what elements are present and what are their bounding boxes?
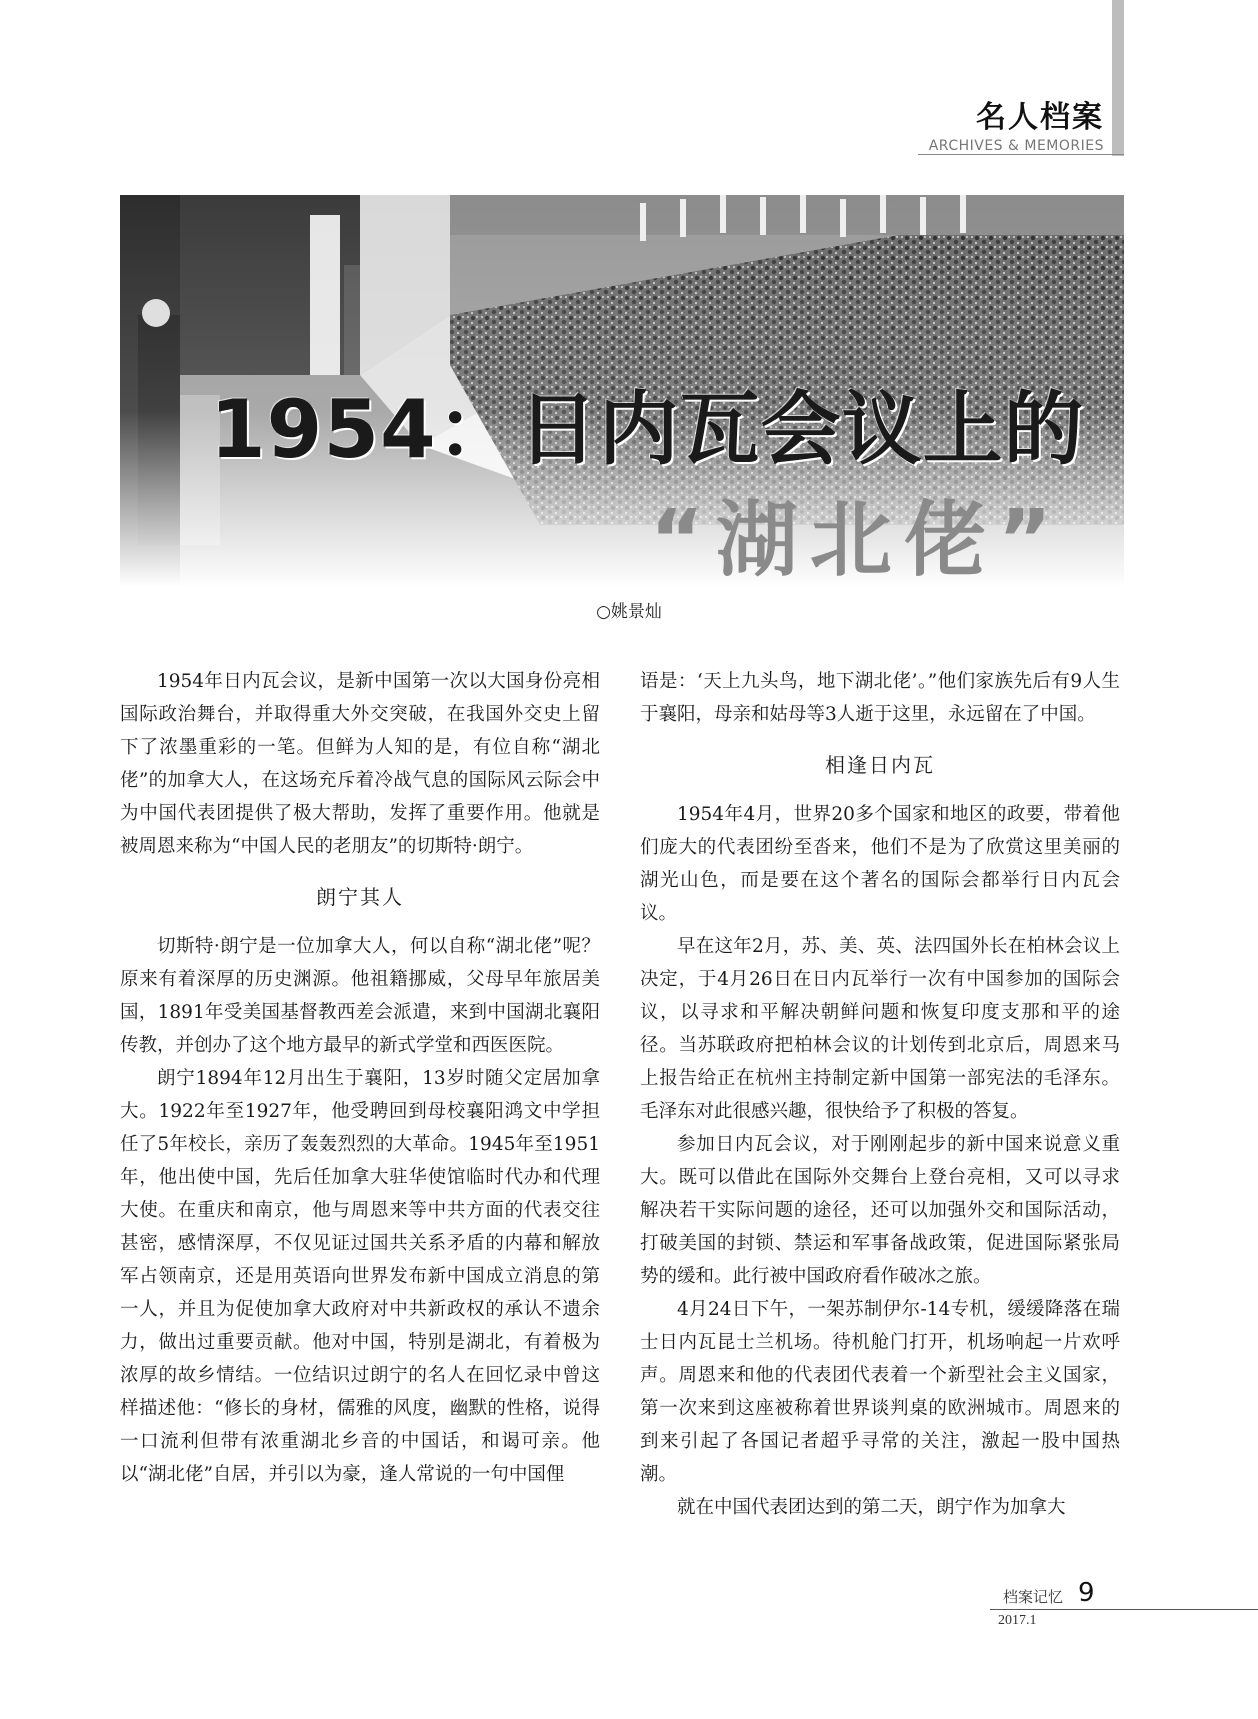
header-divider: [918, 154, 1124, 155]
page-number: 9: [1078, 1578, 1095, 1608]
author-byline: ○姚景灿: [596, 602, 662, 622]
footer-divider: [990, 1609, 1258, 1610]
paragraph-continued: 语是：‘天上九头鸟，地下湖北佬’。”他们家族先后有9人生于襄阳，母亲和姑母等3人逝于这里，永远留在了中国。: [640, 671, 1120, 725]
paragraph: 1954年日内瓦会议，是新中国第一次以大国身份亮相国际政治舞台，并取得重大外交突破，在我国外交史上留下了浓墨重彩的一笔。但鲜为人知的是，有位自称“湖北佬”的加拿大人，在这场充斥着冷战气息的国际风云际会中为中国代表团提供了极大帮助，发挥了重要作用。他就是被周恩来称为“中国人民的老朋友”的切斯特·朗宁。: [120, 671, 600, 857]
right-column: [640, 665, 1120, 1524]
section-name-english: ARCHIVES & MEMORIES: [928, 138, 1104, 154]
magazine-name: 档案记忆: [1003, 1588, 1064, 1606]
corner-accent-bar: [1112, 0, 1124, 156]
section-heading: 相逢日内瓦: [825, 753, 935, 777]
issue-date: 2017.1: [998, 1613, 1037, 1628]
paragraph: 参加日内瓦会议，对于刚刚起步的新中国来说意义重大。既可以借此在国际外交舞台上登台亮相，又可以寻求解决若干实际问题的途径，还可以加强外交和国际活动，打破美国的封锁、禁运和军事备战政策，促进国际紧张局势的缓和。此行被中国政府看作破冰之旅。: [640, 1134, 1120, 1287]
paragraph: 4月24日下午，一架苏制伊尔-14专机，缓缓降落在瑞士日内瓦昆士兰机场。待机舱门打开，机场响起一片欢呼声。周恩来和他的代表团代表着一个新型社会主义国家，第一次来到这座被称着世界谈判桌的欧洲城市。周恩来的到来引起了各国记者超乎寻常的关注，激起一股中国热潮。: [640, 1299, 1120, 1485]
article-title: 1954：日内瓦会议上的: [210, 383, 1085, 476]
article-subtitle: “湖北佬”: [650, 493, 1064, 587]
hero-banner: [120, 195, 1124, 587]
paragraph: 切斯特·朗宁是一位加拿大人，何以自称“湖北佬”呢？原来有着深厚的历史渊源。他祖籍挪威，父母早年旅居美国，1891年受美国基督教西差会派遣，来到中国湖北襄阳传教，并创办了这个地方最早的新式学堂和西医医院。: [120, 936, 600, 1056]
paragraph: 就在中国代表团达到的第二天，朗宁作为加拿大: [677, 1497, 1066, 1518]
section-name: 名人档案: [976, 100, 1104, 135]
paragraph: 早在这年2月，苏、美、英、法四国外长在柏林会议上决定，于4月26日在日内瓦举行一次有中国参加的国际会议，以寻求和平解决朝鲜问题和恢复印度支那和平的途径。当苏联政府把柏林会议的计划传到北京后，周恩来马上报告给正在杭州主持制定新中国第一部宪法的毛泽东。毛泽东对此很感兴趣，很快给予了积极的答复。: [640, 936, 1120, 1122]
section-heading: 朗宁其人: [316, 885, 404, 909]
left-column: [120, 665, 600, 1491]
paragraph: 朗宁1894年12月出生于襄阳，13岁时随父定居加拿大。1922年至1927年，他受聘回到母校襄阳鸿文中学担任了5年校长，亲历了轰轰烈烈的大革命。1945年至1951年，他出使中国，先后任加拿大驻华使馆临时代办和代理大使。在重庆和南京，他与周恩来等中共方面的代表交往甚密，感情深厚，不仅见证过国共关系矛盾的内幕和解放军占领南京，还是用英语向世界发布新中国成立消息的第一人，并且为促使加拿大政府对中共新政权的承认不遗余力，做出过重要贡献。他对中国，特别是湖北，有着极为浓厚的故乡情结。一位结识过朗宁的名人在回忆录中曾这样描述他：“修长的身材，儒雅的风度，幽默的性格，说得一口流利但带有浓重湖北乡音的中国话，和谒可亲。他以“湖北佬”自居，并引以为豪，逢人常说的一句中国俚: [120, 1068, 600, 1485]
paragraph: 1954年4月，世界20多个国家和地区的政要，带着他们庞大的代表团纷至沓来，他们不是为了欣赏这里美丽的湖光山色，而是要在这个著名的国际会都举行日内瓦会议。: [640, 804, 1120, 924]
